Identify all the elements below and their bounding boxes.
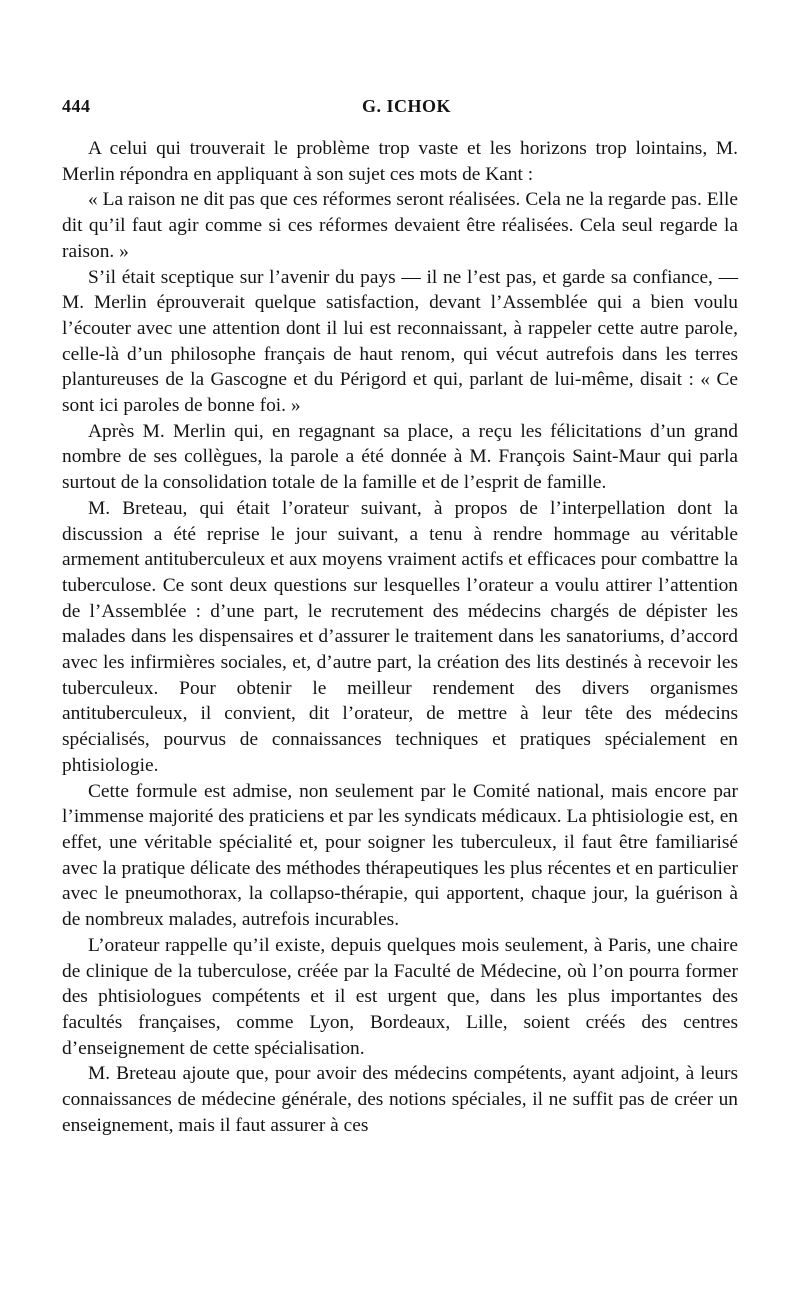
page-header	[62, 96, 738, 120]
paragraph: M. Breteau ajoute que, pour avoir des médecins compétents, ayant adjoint, à leurs connaissances de médecine générale, des notions spéciales, il ne suffit pas de créer un enseignement, mais il faut assurer à ces	[62, 1063, 738, 1136]
paragraph: L’orateur rappelle qu’il existe, depuis quelques mois seulement, à Paris, une chaire de clinique de la tuberculose, créée par la Faculté de Médecine, où l’on pourra former des phtisiologues compétents et il est urgent que, dans les plus importantes des facultés françaises, comme Lyon, Bordeaux, Lille, soient créés des centres d’enseignement de cette spécialisation.	[62, 934, 738, 1059]
paragraph: Après M. Merlin qui, en regagnant sa place, a reçu les félicitations d’un grand nombre de ses collègues, la parole a été donnée à M. François Saint-Maur qui parla surtout de la consolidation totale de la famille et de l’esprit de famille.	[62, 420, 738, 494]
paragraph: A celui qui trouverait le problème trop vaste et les horizons trop lointains, M. Merlin répondra en appliquant à son sujet ces mots de Kant :	[62, 138, 738, 185]
paragraph: Cette formule est admise, non seulement par le Comité national, mais encore par l’immense majorité des praticiens et par les syndicats médicaux. La phtisiologie est, en effet, une véritable spécialité et, pour soigner les tuberculeux, il faut être familiarisé avec la pratique délicate des méthodes thérapeutiques les plus récentes et en particulier avec le pneumothorax, la collapso-thérapie, qui apportent, chaque jour, la guérison à de nombreux malades, autrefois incurables.	[62, 780, 738, 931]
running-head: G. ICHOK	[362, 96, 452, 116]
paragraph: M. Breteau, qui était l’orateur suivant, à propos de l’interpellation dont la discussion a été reprise le jour suivant, a tenu à rendre hommage au véritable armement antituberculeux et aux moyens vraiment actifs et efficaces pour combattre la tuberculose. Ce sont deux questions sur lesquelles l’orateur a voulu attirer l’attention de l’Assemblée : d’une part, le recrutement des médecins chargés de dépister les malades dans les dispensaires et d’assurer le traitement dans les sanatoriums, d’accord avec les infirmières sociales, et, d’autre part, la création des lits destinés à recevoir les tuberculeux. Pour obtenir le meilleur rendement des divers organismes antituberculeux, il convient, dit l’orateur, de mettre à leur tête des médecins spécialisés, pourvus de connaissances techniques et pratiques spécialement en phtisiologie.	[62, 497, 738, 776]
paragraph: S’il était sceptique sur l’avenir du pays — il ne l’est pas, et garde sa confiance, — M. Merlin éprouverait quelque satisfaction, devant l’Assemblée qui a bien voulu l’écouter avec une attention dont il lui est reconnaissant, à rappeler cette autre parole, celle-là d’un philosophe français de haut renom, qui vécut autrefois dans les terres plantureuses de la Gascogne et du Périgord et qui, parlant de lui-même, disait : « Ce sont ici paroles de bonne foi. »	[62, 266, 738, 417]
body-text	[62, 136, 738, 1138]
paragraph: « La raison ne dit pas que ces réformes seront réalisées. Cela ne la regarde pas. Elle dit qu’il faut agir comme si ces réformes devaient être réalisées. Cela seul regarde la raison. »	[62, 189, 738, 262]
page-number: 444	[62, 96, 91, 116]
